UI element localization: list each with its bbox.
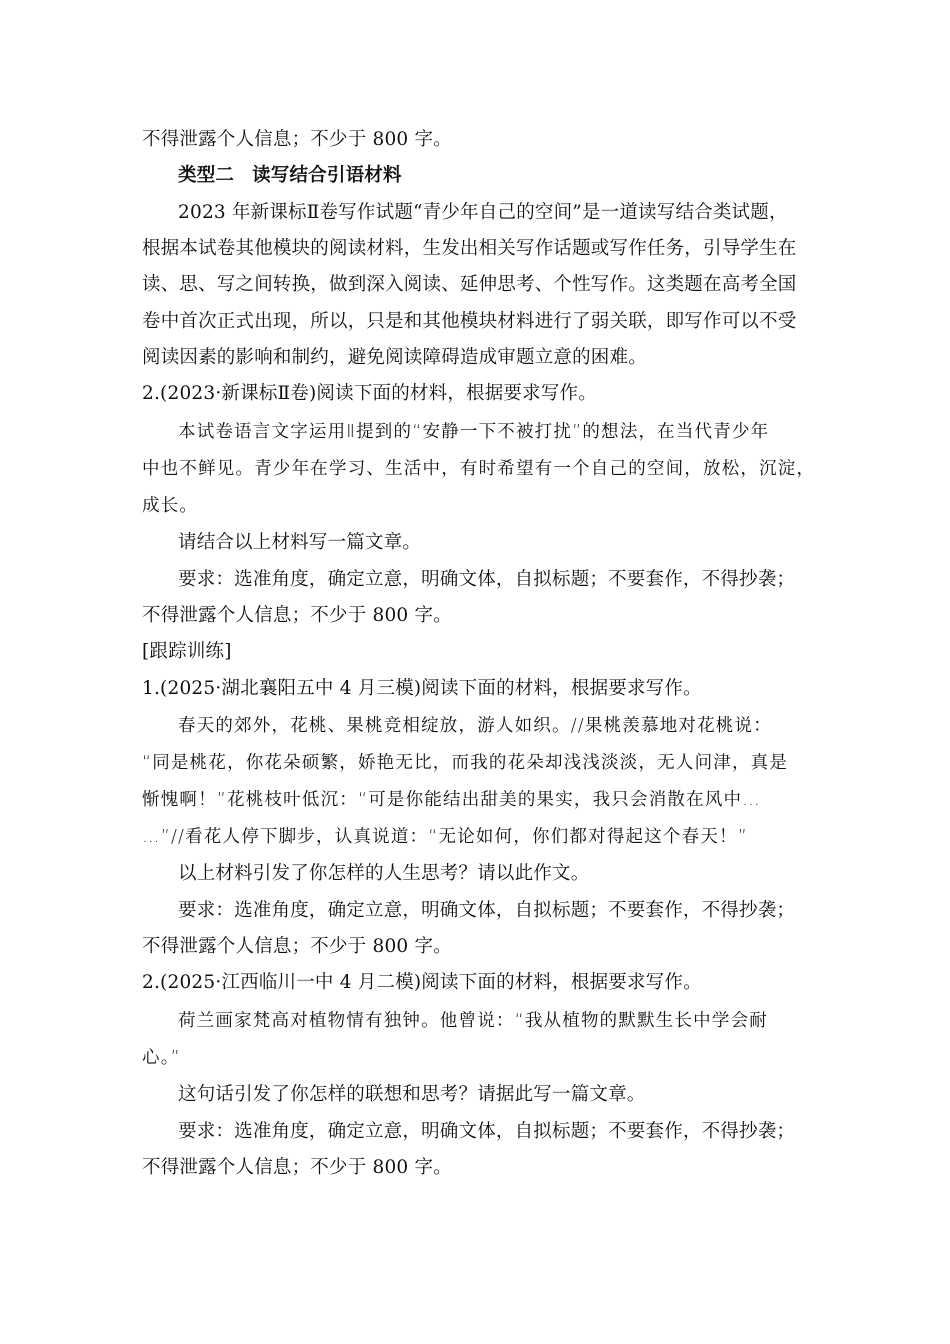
example-material-line: 本试卷语言文字运用Ⅱ提到的“安静一下不被打扰”的想法，在当代青少年: [178, 422, 770, 442]
example-material-line: 中也不鲜见。青少年在学习、生活中，有时希望有一个自己的空间，放松，沉淀，: [142, 459, 816, 479]
training-q1-requirements: 要求：选准角度，确定立意，明确文体，自拟标题；不要套作，不得抄袭；: [178, 900, 796, 921]
training-q2-material-line: 心。”: [142, 1048, 181, 1068]
training-q2-task: 这句话引发了你怎样的联想和思考？请据此写一篇文章。: [178, 1084, 646, 1105]
training-heading: [跟踪训练]: [142, 641, 232, 662]
training-q2-title: 2.(2025·江西临川一中 4 月二模)阅读下面的材料，根据要求写作。: [142, 972, 702, 993]
training-q1-material-line: “同是桃花，你花朵硕繁，娇艳无比，而我的花朵却浅浅淡淡，无人问津，真是: [142, 753, 789, 773]
training-q1-requirements: 不得泄露个人信息；不少于 800 字。: [142, 936, 452, 957]
training-q2-requirements: 要求：选准角度，确定立意，明确文体，自拟标题；不要套作，不得抄袭；: [178, 1121, 796, 1142]
section-heading-title: 读写结合引语材料: [252, 165, 402, 186]
training-q1-material-line: 惭愧啊！”花桃枝叶低沉：“可是你能结出甜美的果实，我只会消散在风中…: [142, 790, 761, 810]
intro-line: 2023 年新课标Ⅱ卷写作试题“青少年自己的空间”是一道读写结合类试题，: [178, 202, 788, 223]
intro-line: 读、思、写之间转换，做到深入阅读、延伸思考、个性写作。这类题在高考全国: [142, 274, 797, 295]
example-requirements: 不得泄露个人信息；不少于 800 字。: [142, 605, 452, 626]
intro-line: 卷中首次正式出现，所以，只是和其他模块材料进行了弱关联，即写作可以不受: [142, 311, 797, 332]
example-material-line: 成长。: [142, 496, 199, 516]
requirements-continuation: 不得泄露个人信息；不少于 800 字。: [142, 129, 452, 150]
intro-line: 阅读因素的影响和制约，避免阅读障碍造成审题立意的困难。: [142, 347, 647, 368]
training-q1-title: 1.(2025·湖北襄阳五中 4 月三模)阅读下面的材料，根据要求写作。: [142, 678, 702, 699]
training-q1-material-line: 春天的郊外，花桃、果桃竞相绽放，游人如织。//果桃羡慕地对花桃说：: [178, 716, 772, 736]
example-question-title: 2.(2023·新课标Ⅱ卷)阅读下面的材料，根据要求写作。: [142, 383, 597, 404]
training-q2-requirements: 不得泄露个人信息；不少于 800 字。: [142, 1157, 452, 1178]
section-heading-type2: [178, 163, 402, 189]
section-heading-label: 类型二: [178, 165, 235, 186]
example-task: 请结合以上材料写一篇文章。: [178, 532, 422, 553]
training-q1-material-line: …”//看花人停下脚步，认真说道：“无论如何，你们都对得起这个春天！”: [142, 827, 748, 847]
training-q2-material-line: 荷兰画家梵高对植物情有独钟。他曾说：“我从植物的默默生长中学会耐: [178, 1011, 768, 1031]
intro-line: 根据本试卷其他模块的阅读材料，生发出相关写作话题或写作任务，引导学生在: [142, 238, 797, 259]
training-q1-task: 以上材料引发了你怎样的人生思考？请以此作文。: [178, 863, 590, 884]
example-requirements: 要求：选准角度，确定立意，明确文体，自拟标题；不要套作，不得抄袭；: [178, 569, 796, 590]
